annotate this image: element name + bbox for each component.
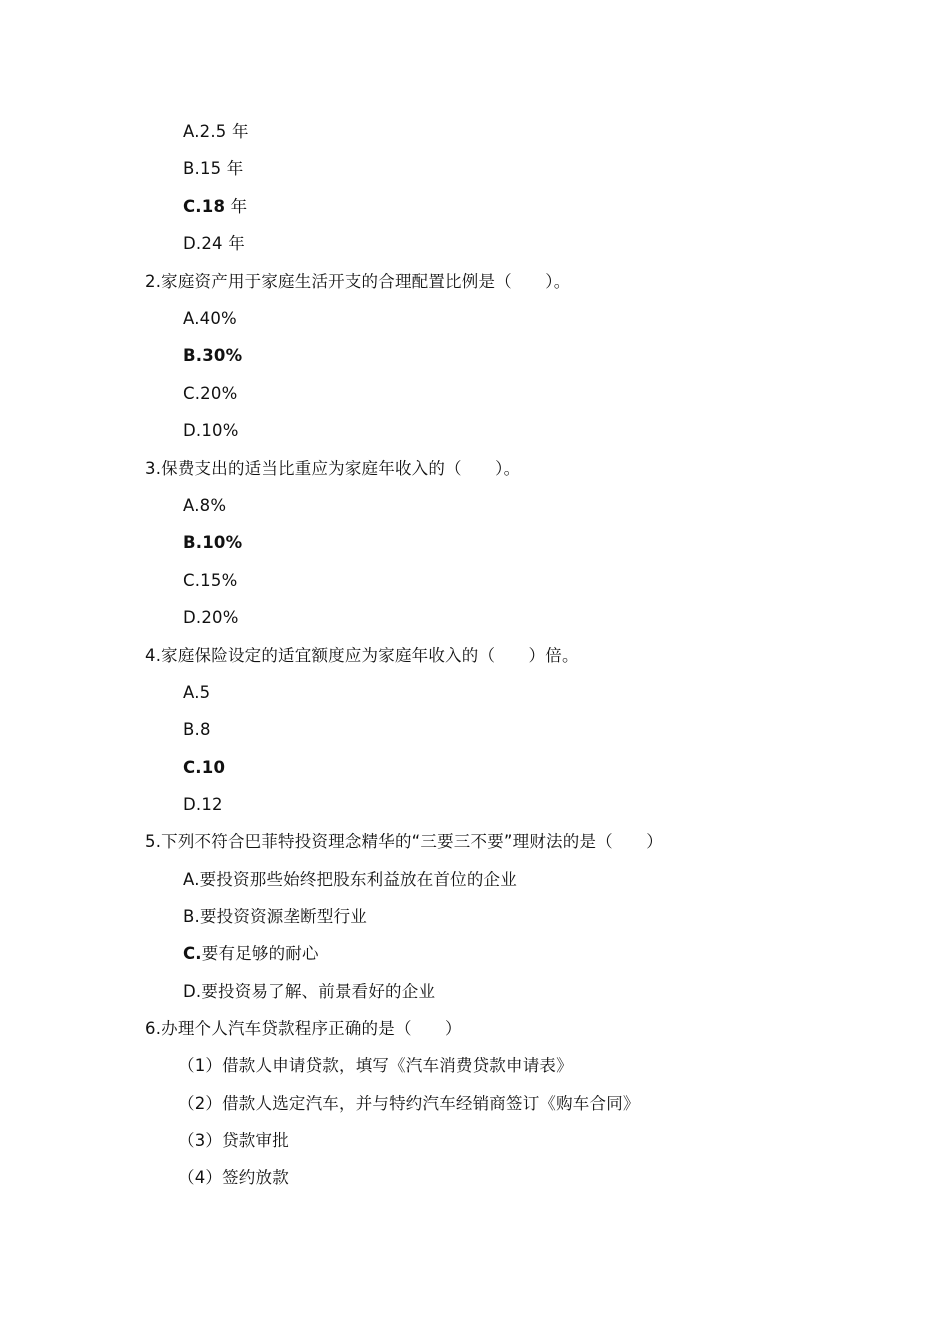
- step-3: （3）贷款审批: [178, 1131, 289, 1150]
- option-5c: C.要有足够的耐心: [183, 944, 319, 963]
- option-5a: A.要投资那些始终把股东利益放在首位的企业: [183, 870, 517, 889]
- option-4c: C.10: [183, 758, 226, 777]
- option-1c-number: 18: [201, 197, 226, 216]
- option-1b: B.15 年: [183, 159, 244, 178]
- question-4-stem: 4.家庭保险设定的适宜额度应为家庭年收入的（ ）倍。: [145, 646, 579, 665]
- option-3a: A.8%: [183, 496, 227, 515]
- question-3-stem: 3.保费支出的适当比重应为家庭年收入的（ ）。: [145, 459, 521, 478]
- option-2b: B.30%: [183, 346, 243, 365]
- step-1: （1）借款人申请贷款，填写《汽车消费贷款申请表》: [178, 1056, 573, 1075]
- option-1c: C.18 年: [183, 197, 248, 216]
- option-3d: D.20%: [183, 608, 239, 627]
- step-2: （2）借款人选定汽车，并与特约汽车经销商签订《购车合同》: [178, 1094, 640, 1113]
- option-5d: D.要投资易了解、前景看好的企业: [183, 982, 436, 1001]
- option-4d: D.12: [183, 795, 223, 814]
- option-4b: B.8: [183, 720, 211, 739]
- option-3b: B.10%: [183, 533, 243, 552]
- option-4a: A.5: [183, 683, 211, 702]
- option-5b: B.要投资资源垄断型行业: [183, 907, 367, 926]
- question-2-stem: 2.家庭资产用于家庭生活开支的合理配置比例是（ ）。: [145, 272, 571, 291]
- question-6-stem: 6.办理个人汽车贷款程序正确的是（ ）: [145, 1019, 462, 1038]
- option-1a: A.2.5 年: [183, 122, 249, 141]
- step-4: （4）签约放款: [178, 1168, 289, 1187]
- option-2d: D.10%: [183, 421, 239, 440]
- option-1d: D.24 年: [183, 234, 245, 253]
- option-2a: A.40%: [183, 309, 237, 328]
- question-5-stem: 5.下列不符合巴菲特投资理念精华的“三要三不要”理财法的是（ ）: [145, 832, 663, 851]
- option-3c: C.15%: [183, 571, 238, 590]
- option-2c: C.20%: [183, 384, 238, 403]
